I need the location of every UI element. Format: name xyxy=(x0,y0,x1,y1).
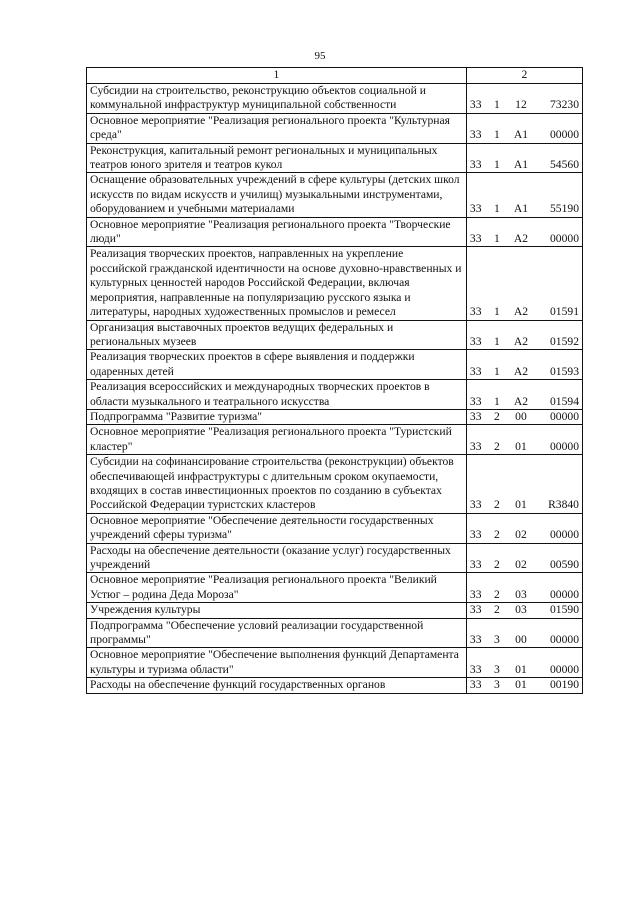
header-column-2: 2 xyxy=(466,68,582,84)
code-segments xyxy=(470,588,579,602)
row-code xyxy=(466,380,582,410)
code-program: 33 xyxy=(469,158,482,172)
code-subprogram: 1 xyxy=(494,334,500,348)
code-subprogram: 1 xyxy=(494,305,500,319)
code-program: 33 xyxy=(469,232,482,246)
table-row xyxy=(87,173,583,217)
row-code xyxy=(466,543,582,573)
code-segments xyxy=(470,335,579,349)
row-name: Основное мероприятие "Реализация регионального проекта "Творческие люди" xyxy=(87,217,467,247)
row-name: Расходы на обеспечение деятельности (оказание услуг) государственных учреждений xyxy=(87,543,467,573)
code-subprogram: 2 xyxy=(494,587,500,601)
code-event: А2 xyxy=(513,232,529,246)
code-program: 33 xyxy=(469,558,482,571)
code-direction: 00000 xyxy=(550,528,579,542)
code-segments xyxy=(470,305,579,319)
row-name: Реализация творческих проектов в сфере выявления и поддержки одаренных детей xyxy=(87,350,467,380)
code-direction: 00000 xyxy=(550,439,579,453)
code-subprogram: 3 xyxy=(494,662,500,676)
row-code xyxy=(466,618,582,648)
code-segments xyxy=(470,663,579,677)
code-subprogram: 1 xyxy=(494,128,500,142)
code-event: А1 xyxy=(513,202,529,216)
row-code xyxy=(466,173,582,217)
row-code xyxy=(466,425,582,455)
code-direction: 01594 xyxy=(550,394,579,408)
row-name: Основное мероприятие "Реализация регионального проекта "Туристский кластер" xyxy=(87,425,467,455)
row-code xyxy=(466,678,582,693)
code-program: 33 xyxy=(469,305,482,319)
code-direction: 00000 xyxy=(550,409,579,423)
code-subprogram: 1 xyxy=(494,364,500,378)
row-code xyxy=(466,84,582,114)
code-event: 01 xyxy=(515,439,527,453)
table-row xyxy=(87,217,583,247)
table-row xyxy=(87,513,583,543)
row-code xyxy=(466,409,582,424)
budget-classification-table xyxy=(86,67,583,694)
code-program: 33 xyxy=(469,394,482,408)
row-name: Субсидии на софинансирование строительства (реконструкции) объектов обеспечивающей инфраструктуры с длительным сроком окупаемости, входящих в состав инвестиционных проектов по созданию в субъектах Российской Федерации туристских кластеров xyxy=(87,455,467,514)
header-column-1: 1 xyxy=(87,68,467,84)
code-program: 33 xyxy=(469,678,482,692)
code-direction: 00190 xyxy=(550,678,579,692)
table-row xyxy=(87,603,583,618)
table-row xyxy=(87,409,583,424)
code-program: 33 xyxy=(469,334,482,348)
code-direction: 00000 xyxy=(550,232,579,246)
table-row xyxy=(87,84,583,114)
code-program: 33 xyxy=(469,364,482,378)
code-direction: 73230 xyxy=(550,98,579,112)
code-subprogram: 1 xyxy=(494,202,500,216)
code-event: А2 xyxy=(513,364,529,378)
table-row xyxy=(87,350,583,380)
code-segments xyxy=(470,440,579,454)
code-subprogram: 2 xyxy=(494,528,500,542)
row-name: Подпрограмма "Развитие туризма" xyxy=(87,409,467,424)
row-name: Учреждения культуры xyxy=(87,603,467,618)
code-event: А2 xyxy=(513,334,529,348)
code-segments xyxy=(470,395,579,409)
code-direction: 00000 xyxy=(550,633,579,647)
code-event: 03 xyxy=(515,603,527,617)
table-row xyxy=(87,143,583,173)
table-row xyxy=(87,113,583,143)
table-row xyxy=(87,320,583,350)
code-subprogram: 3 xyxy=(494,633,500,647)
code-segments xyxy=(470,603,579,617)
table-row xyxy=(87,618,583,648)
row-code xyxy=(466,247,582,320)
code-segments xyxy=(470,365,579,379)
row-code xyxy=(466,648,582,678)
row-name: Подпрограмма "Обеспечение условий реализации государственной программы" xyxy=(87,618,467,648)
code-subprogram: 2 xyxy=(494,498,500,512)
code-direction: 01590 xyxy=(550,603,579,617)
code-segments xyxy=(470,410,579,424)
row-code xyxy=(466,455,582,514)
code-event: А1 xyxy=(513,128,529,142)
code-event: А2 xyxy=(513,394,529,408)
code-direction: 00590 xyxy=(550,558,579,571)
code-segments xyxy=(470,232,579,246)
code-subprogram: 2 xyxy=(494,409,500,423)
table-row xyxy=(87,455,583,514)
code-event: 02 xyxy=(515,528,527,542)
code-segments xyxy=(470,678,579,692)
code-direction: 01591 xyxy=(550,305,579,319)
code-program: 33 xyxy=(469,603,482,617)
code-subprogram: 3 xyxy=(494,678,500,692)
code-subprogram: 1 xyxy=(494,98,500,112)
code-event: 01 xyxy=(515,498,527,512)
code-event: 03 xyxy=(515,587,527,601)
row-code xyxy=(466,320,582,350)
table-row xyxy=(87,425,583,455)
code-direction: 00000 xyxy=(550,128,579,142)
code-direction: 55190 xyxy=(550,202,579,216)
code-program: 33 xyxy=(469,128,482,142)
code-program: 33 xyxy=(469,439,482,453)
row-name: Реализация творческих проектов, направленных на укрепление российской гражданской идентичности на основе духовно-нравственных и культурных ценностей народов Российской Федерации, включая мероприятия, направленные на популяризацию русского языка и литературы, народных художественных промыслов и ремесел xyxy=(87,247,467,320)
code-subprogram: 2 xyxy=(494,439,500,453)
code-direction: 00000 xyxy=(550,587,579,601)
code-event: 00 xyxy=(515,409,527,423)
code-direction: 54560 xyxy=(550,158,579,172)
row-name: Основное мероприятие "Реализация регионального проекта "Культурная среда" xyxy=(87,113,467,143)
row-name: Основное мероприятие "Обеспечение выполнения функций Департамента культуры и туризма области" xyxy=(87,648,467,678)
row-name: Основное мероприятие "Реализация регионального проекта "Великий Устюг – родина Деда Мороза" xyxy=(87,573,467,603)
code-program: 33 xyxy=(469,498,482,512)
row-code xyxy=(466,513,582,543)
code-segments xyxy=(470,202,579,216)
code-direction: 00000 xyxy=(550,662,579,676)
code-program: 33 xyxy=(469,587,482,601)
code-segments xyxy=(470,158,579,172)
row-name: Основное мероприятие "Обеспечение деятельности государственных учреждений сферы туризма" xyxy=(87,513,467,543)
code-direction: R3840 xyxy=(548,498,579,512)
code-segments xyxy=(470,528,579,542)
code-event: А2 xyxy=(513,305,529,319)
code-event: 12 xyxy=(515,98,527,112)
row-name: Расходы на обеспечение функций государственных органов xyxy=(87,678,467,693)
row-code xyxy=(466,143,582,173)
code-program: 33 xyxy=(469,662,482,676)
row-name: Организация выставочных проектов ведущих федеральных и региональных музеев xyxy=(87,320,467,350)
table-row xyxy=(87,380,583,410)
code-segments xyxy=(470,98,579,112)
table-row xyxy=(87,543,583,573)
code-segments xyxy=(470,558,579,572)
code-direction: 01592 xyxy=(550,334,579,348)
row-name: Субсидии на строительство, реконструкцию объектов социальной и коммунальной инфраструктур муниципальной собственности xyxy=(87,84,467,114)
table-row xyxy=(87,247,583,320)
code-program: 33 xyxy=(469,409,482,423)
table-header-row xyxy=(87,68,583,84)
code-event: 01 xyxy=(515,678,527,692)
row-name: Оснащение образовательных учреждений в сфере культуры (детских школ искусств по видам искусств и училищ) музыкальными инструментами, оборудованием и учебными материалами xyxy=(87,173,467,217)
code-direction: 01593 xyxy=(550,364,579,378)
code-subprogram: 2 xyxy=(494,558,500,571)
table-row xyxy=(87,648,583,678)
row-code xyxy=(466,603,582,618)
code-segments xyxy=(470,128,579,142)
page-number: 95 xyxy=(314,50,326,62)
table-row xyxy=(87,678,583,693)
code-event: 01 xyxy=(515,662,527,676)
code-program: 33 xyxy=(469,98,482,112)
code-event: 02 xyxy=(515,558,527,571)
code-subprogram: 1 xyxy=(494,394,500,408)
row-code xyxy=(466,573,582,603)
code-event: 00 xyxy=(515,633,527,647)
row-name: Реконструкция, капитальный ремонт региональных и муниципальных театров юного зрителя и театров кукол xyxy=(87,143,467,173)
code-program: 33 xyxy=(469,202,482,216)
code-event: А1 xyxy=(513,158,529,172)
row-code xyxy=(466,350,582,380)
row-code xyxy=(466,217,582,247)
row-name: Реализация всероссийских и международных творческих проектов в области музыкального и театрального искусства xyxy=(87,380,467,410)
code-subprogram: 1 xyxy=(494,158,500,172)
code-subprogram: 1 xyxy=(494,232,500,246)
code-program: 33 xyxy=(469,633,482,647)
code-segments xyxy=(470,498,579,512)
code-subprogram: 2 xyxy=(494,603,500,617)
code-segments xyxy=(470,633,579,647)
row-code xyxy=(466,113,582,143)
table-row xyxy=(87,573,583,603)
code-program: 33 xyxy=(469,528,482,542)
